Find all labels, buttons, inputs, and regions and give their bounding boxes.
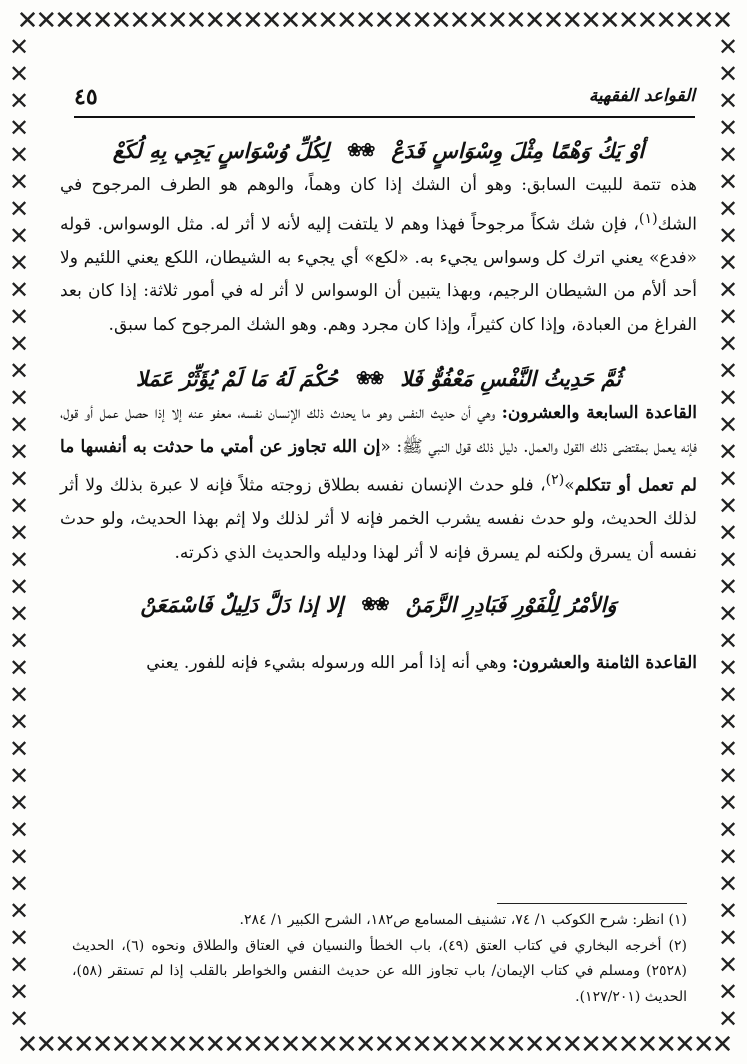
verse-separator-icon: ❀❀ [356, 368, 383, 390]
paragraph-2 [60, 397, 697, 570]
footnote-1: (١) انظر: شرح الكوكب ١/ ٧٤، تشنيف المسامع ص١٨٢، الشرح الكبير ١/ ٢٨٤. [239, 912, 687, 928]
footnote-ref-1[interactable]: (١) [638, 210, 658, 227]
ornamental-border-top: ✕✕✕✕✕✕✕✕✕✕✕✕✕✕✕✕✕✕✕✕✕✕✕✕✕✕✕✕✕✕✕✕✕✕✕✕✕✕ [16, 6, 731, 36]
verse-right-hemistich: وَالأمْرُ لِلْفَوْرِ فَبَادِرِ الزَّمَنْ [405, 592, 617, 618]
verse-line-2 [60, 366, 697, 391]
paragraph-3 [60, 647, 697, 681]
verse-line-3 [60, 592, 697, 617]
verse-right-hemistich: أوْ يَكُ وَهْمًا مِثْلَ وِسْوَاسٍ فَدَعْ [391, 138, 645, 163]
hadith-text: إن الله تجاوز عن أمتي ما حدثت به أنفسها ما لم تعمل أو تتكلم [60, 436, 697, 496]
verse-left-hemistich: إلا إذا دَلَّ دَلِيلٌ فَاسْمَعَنْ [140, 592, 344, 618]
footnote-rule [497, 903, 687, 904]
ornamental-border-bottom: ✕✕✕✕✕✕✕✕✕✕✕✕✕✕✕✕✕✕✕✕✕✕✕✕✕✕✕✕✕✕✕✕✕✕✕✕✕✕ [16, 1030, 731, 1060]
verse-left-hemistich: لِكُلِّ وُسْوَاسٍ يَجِي بِهِ لُكَعْ [112, 138, 330, 163]
rule-label: القاعدة السابعة والعشرون: [501, 403, 697, 424]
footnote-ref-2[interactable]: (٢) [545, 472, 565, 489]
header-rule [74, 116, 695, 118]
verse-separator-icon: ❀❀ [347, 140, 374, 161]
verse-separator-icon: ❀❀ [361, 594, 388, 616]
running-header [74, 84, 695, 118]
paragraph-text: ، فإن شك شكاً مرجوحاً فهذا وهم لا يلتفت إليه لأنه لا أثر له. مثل الوسواس. قوله «فدع» يعني اترك كل وسواس يجيء به. «لكع» أي يجيء به الشيطان، اللكع يعني اللئيم ولا أحد ألأم من الشيطان الرجيم، وبهذا يتبين أن الوسواس لا أثر له في أمور ثلاثة: إذا كان بعد الفراغ من العبادة، وإذا كان كثيراً، وإذا كان مجرد وهم. وهو الشك المرجوح كما سبق. [60, 214, 697, 335]
header-title: القواعد الفقهية [588, 86, 695, 106]
quote-close: » [564, 475, 575, 496]
verse-line-1 [60, 138, 697, 163]
paragraph-text: هذه تتمة للبيت السابق: وهو أن الشك إذا كان وهماً، والوهم هو الطرف المرجوح في الشك [60, 175, 697, 235]
footnote-2: (٢) أخرجه البخاري في كتاب العتق (٤٩)، باب الخطأ والنسيان في العتاق والطلاق ونحوه (٦)، الحديث (٢٥٢٨) ومسلم في كتاب الإيمان/ باب تجاوز الله عن حديث النفس والخواطر بالقلب إذا لم تستقر (٥٨)، الحديث (١٢٧/٢٠١). [72, 937, 688, 1005]
paragraph-1 [60, 169, 697, 342]
ornamental-border-left: ✕✕✕✕✕✕✕✕✕✕✕✕✕✕✕✕✕✕✕✕✕✕✕✕✕✕✕✕✕✕✕✕✕✕✕✕✕ [8, 34, 30, 1030]
paragraph-text: ، فلو حدث الإنسان نفسه بطلاق زوجته مثلاً فإنه لا عبرة بذلك ولا أثر لذلك الحديث، ولو حدث نفسه يشرب الخمر فإنه لا أثر لذلك ولا إثم بهذا الحديث، ولو حدث نفسه أن يسرق ولكنه لم يسرق فإنه لا أثر لهذا ودليله والحديث الذي ذكرته. [60, 475, 697, 563]
page-number: ٤٥ [74, 84, 98, 110]
page-body [60, 138, 697, 681]
footnotes [72, 908, 687, 1010]
ornamental-border-right: ✕✕✕✕✕✕✕✕✕✕✕✕✕✕✕✕✕✕✕✕✕✕✕✕✕✕✕✕✕✕✕✕✕✕✕✕✕ [717, 34, 739, 1030]
paragraph-text: وهي أنه إذا أمر الله ورسوله بشيء فإنه للفور. يعني [146, 653, 513, 674]
verse-left-hemistich: حُكْمَ لَهُ مَا لَمْ يُؤَثِّرْ عَمَلا [135, 366, 339, 392]
verse-right-hemistich: ثُمَّ حَدِيثُ النَّفْسِ مَعْفُوٌّ فَلا [400, 366, 622, 392]
paragraph-text: وهي أن حديث النفس وهو ما يحدث ذلك الإنسان نفسه، معفو عنه إلا إذا حصل عمل أو قول، فإنه يعمل بمقتضى ذلك القول والعمل. دليل ذلك قول النبي ﷺ: « [60, 403, 697, 457]
rule-label: القاعدة الثامنة والعشرون: [512, 653, 697, 674]
